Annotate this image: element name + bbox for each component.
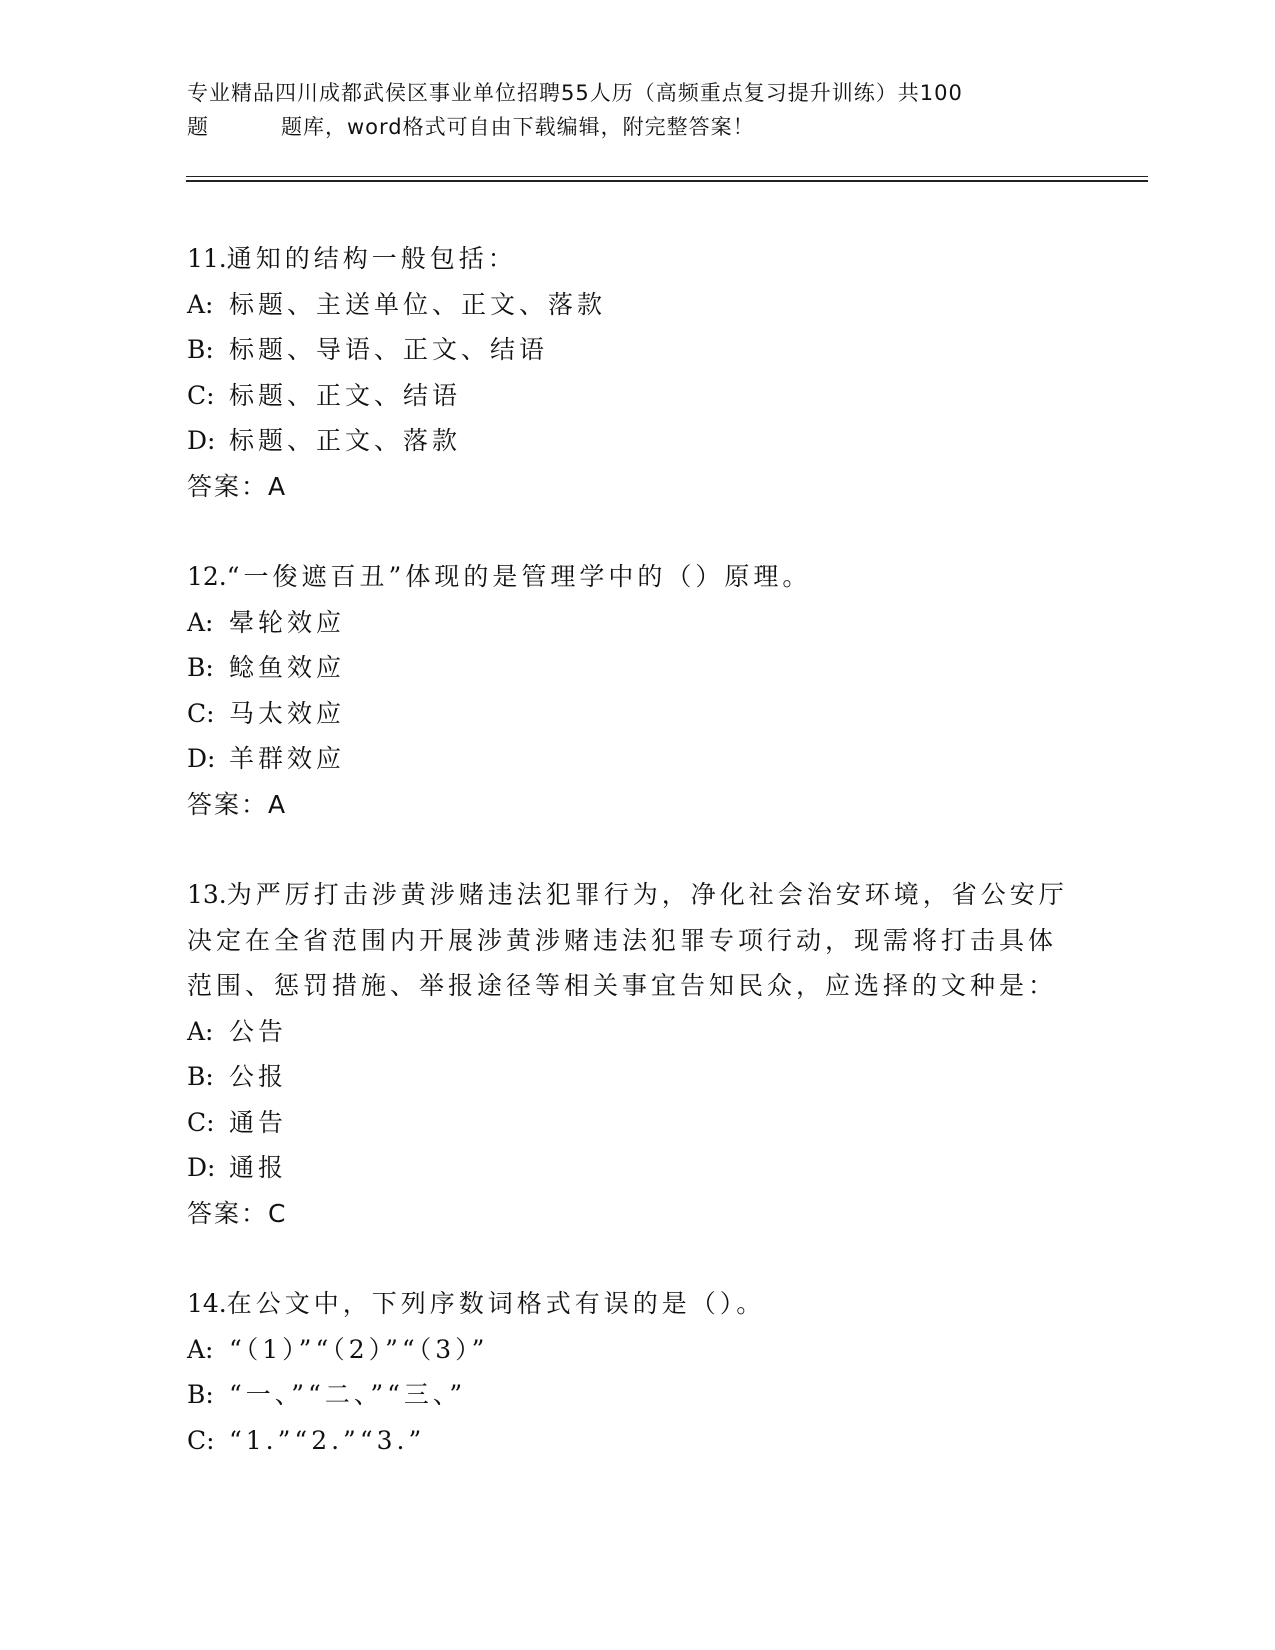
answer-label: 答案： [187, 1198, 269, 1228]
option-text: 标题、导语、正文、结语 [229, 335, 549, 364]
option-text: 通报 [229, 1153, 288, 1182]
answer-option [187, 1418, 1147, 1464]
option-key: D: [187, 1153, 216, 1182]
option-text: 公报 [229, 1062, 288, 1091]
answer-option [187, 373, 1147, 419]
question-stem-line [187, 236, 1147, 282]
question-stem-line [187, 1281, 1147, 1327]
answer-option [187, 1145, 1147, 1191]
option-text: 马太效应 [229, 698, 346, 728]
option-key: C: [187, 1107, 215, 1137]
question-block [187, 554, 1147, 827]
answer-option [187, 600, 1147, 646]
question-stem-line [187, 963, 1147, 1009]
answer-option [187, 1372, 1147, 1418]
answer-value: A [268, 471, 288, 501]
answer-option [187, 418, 1147, 464]
header-divider-thin [186, 176, 1148, 177]
option-key: B: [187, 1380, 214, 1409]
option-key: D: [187, 426, 216, 455]
option-key: A: [187, 289, 214, 319]
question-number: 11. [187, 244, 227, 273]
option-key: D: [187, 744, 216, 773]
question-stem-text: 为严厉打击涉黄涉赌违法犯罪行为，净化社会治安环境，省公安厅 [226, 880, 1068, 909]
question-number: 13. [187, 880, 227, 909]
answer-value: A [268, 789, 288, 819]
option-text: “（1）”“（2）”“（3）” [229, 1334, 489, 1364]
document-title-line-2-text: 题库，word格式可自由下载编辑，附完整答案！ [281, 115, 755, 139]
answer-option [187, 736, 1147, 782]
question-list [187, 236, 1147, 1508]
answer-value: C [268, 1198, 288, 1228]
answer-option [187, 327, 1147, 373]
option-text: 羊群效应 [229, 744, 346, 773]
option-key: B: [187, 653, 214, 682]
question-stem-text: 决定在全省范围内开展涉黄涉赌违法犯罪专项行动，现需将打击具体 [187, 925, 1058, 955]
question-stem-line [187, 918, 1147, 964]
header-divider-thick [186, 180, 1148, 182]
answer-label: 答案： [187, 789, 269, 819]
question-stem-text: 在公文中，下列序数词格式有误的是（）。 [226, 1289, 766, 1318]
answer-line [187, 782, 1147, 828]
question-block [187, 236, 1147, 509]
question-stem-text: “一俊遮百丑”体现的是管理学中的（）原理。 [226, 562, 812, 591]
question-stem-text: 范围、惩罚措施、举报途径等相关事宜告知民众，应选择的文种是： [187, 971, 1058, 1000]
option-key: B: [187, 1062, 214, 1091]
answer-option [187, 282, 1147, 328]
answer-line [187, 464, 1147, 510]
answer-option [187, 1009, 1147, 1055]
option-text: “1.”“2.”“3.” [229, 1425, 426, 1455]
question-block [187, 1281, 1147, 1463]
option-key: B: [187, 335, 214, 364]
document-title-line-2-prefix: 题 [187, 115, 209, 139]
answer-line [187, 1191, 1147, 1237]
option-key: A: [187, 1334, 214, 1364]
option-text: 标题、主送单位、正文、落款 [229, 289, 607, 319]
question-stem-line [187, 872, 1147, 918]
option-key: A: [187, 607, 214, 637]
answer-option [187, 1100, 1147, 1146]
question-number: 12. [187, 562, 227, 591]
option-key: C: [187, 380, 215, 410]
option-text: 公告 [229, 1016, 288, 1046]
option-text: 通告 [229, 1107, 288, 1137]
option-key: A: [187, 1016, 214, 1046]
document-title-line-1: 专业精品四川成都武侯区事业单位招聘55人历（高频重点复习提升训练）共100 [187, 81, 963, 105]
question-stem-line [187, 554, 1147, 600]
option-text: 标题、正文、落款 [229, 426, 462, 455]
answer-option [187, 645, 1147, 691]
question-number: 14. [187, 1289, 227, 1318]
option-key: C: [187, 698, 215, 728]
answer-option [187, 691, 1147, 737]
question-stem-text: 通知的结构一般包括： [226, 244, 517, 273]
question-block [187, 872, 1147, 1236]
option-key: C: [187, 1425, 215, 1455]
option-text: 鲶鱼效应 [229, 653, 346, 682]
answer-label: 答案： [187, 471, 269, 501]
answer-option [187, 1327, 1147, 1373]
option-text: “一、”“二、”“三、” [229, 1380, 467, 1409]
document-title-line-2 [187, 111, 755, 141]
answer-option [187, 1054, 1147, 1100]
option-text: 标题、正文、结语 [229, 380, 462, 410]
option-text: 晕轮效应 [229, 607, 346, 637]
